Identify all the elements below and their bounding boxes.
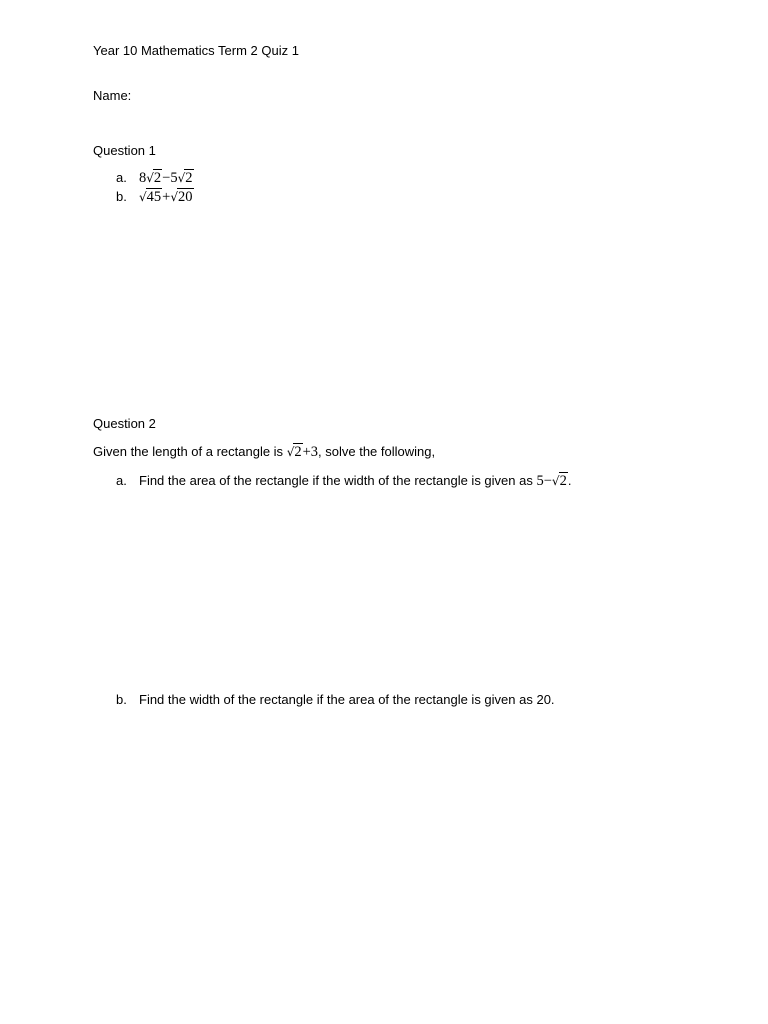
list-marker: b.: [116, 692, 127, 707]
square-root: [552, 473, 568, 489]
question-2-item-a: [116, 473, 571, 489]
square-root: [178, 170, 194, 186]
radical-sign: √: [146, 171, 154, 185]
item-suffix: .: [567, 473, 572, 488]
radicand: 45: [146, 189, 162, 205]
radical-sign: √: [177, 171, 186, 185]
radicand: 2: [185, 170, 193, 186]
item-text: Find the area of the rectangle if the width of the rectangle is given as: [139, 473, 537, 488]
question-1-item-b: [116, 189, 194, 205]
math-expression: [139, 170, 194, 186]
intro-text: Given the length of a rectangle is: [93, 444, 287, 459]
list-marker: a.: [116, 170, 127, 185]
item-text: Find the width of the rectangle if the area of the rectangle is given as 20.: [139, 692, 555, 707]
radical-sign: √: [286, 445, 295, 459]
square-root: [287, 444, 303, 460]
question-2-item-b: [116, 692, 555, 708]
list-marker: b.: [116, 189, 127, 204]
radical-sign: √: [170, 190, 178, 204]
coefficient: 5: [170, 170, 178, 186]
math-term: +3: [302, 444, 319, 460]
square-root: [146, 170, 162, 186]
question-2-intro: [93, 444, 435, 460]
radicand: 2: [153, 170, 162, 186]
math-expression: [139, 189, 194, 205]
radical-sign: √: [551, 474, 560, 488]
question-1-heading: Question 1: [93, 143, 156, 158]
operator: −: [162, 170, 171, 186]
math-expression: [536, 473, 567, 489]
question-2-heading: Question 2: [93, 416, 156, 431]
name-label: Name:: [93, 88, 132, 103]
list-marker: a.: [116, 473, 127, 488]
square-root: [139, 189, 162, 205]
square-root: [170, 189, 193, 205]
operator: +: [162, 189, 171, 205]
document-title: Year 10 Mathematics Term 2 Quiz 1: [93, 43, 299, 58]
radicand: 2: [559, 473, 567, 489]
math-term: 5−: [536, 473, 552, 489]
math-expression: [287, 444, 318, 460]
coefficient: 8: [139, 170, 147, 186]
radicand: 2: [294, 444, 302, 460]
radicand: 20: [178, 189, 193, 205]
question-1-item-a: [116, 170, 194, 186]
radical-sign: √: [139, 190, 147, 204]
intro-text-end: , solve the following,: [318, 444, 436, 459]
